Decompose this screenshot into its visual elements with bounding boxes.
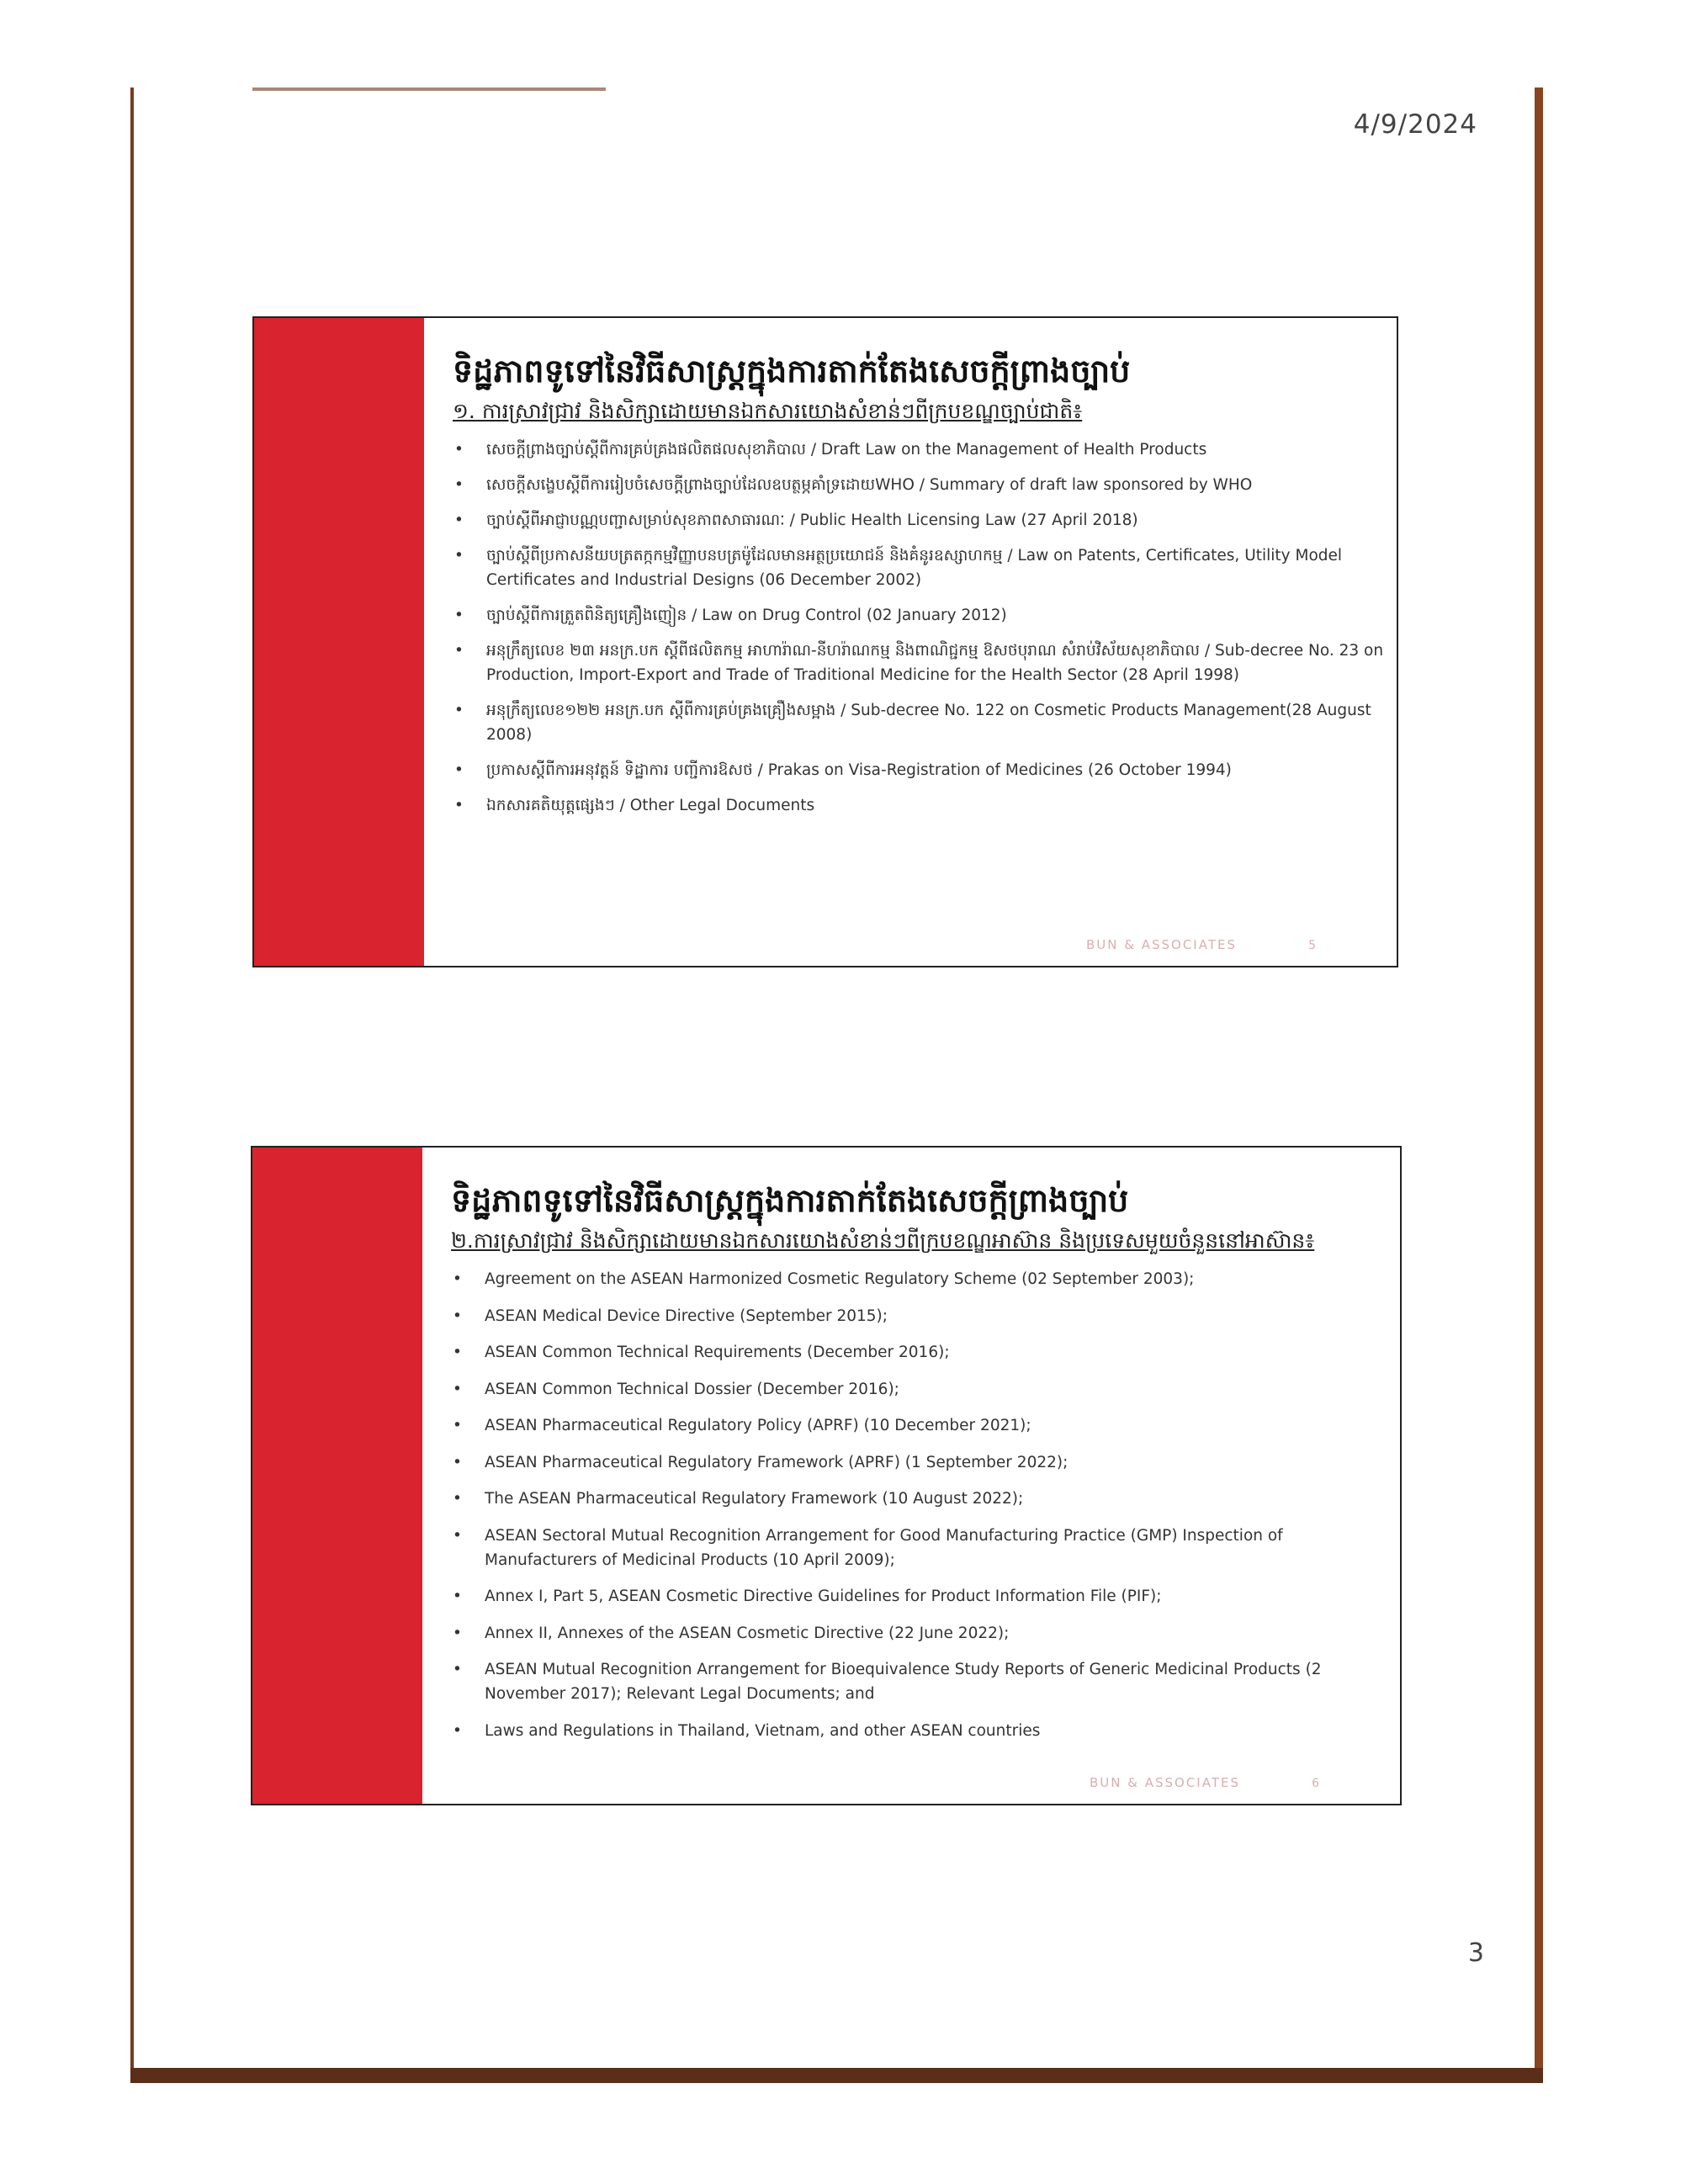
slide-1-accent-bar: [254, 318, 424, 966]
print-date: 4/9/2024: [1353, 109, 1477, 140]
list-item: • Annex I, Part 5, ASEAN Cosmetic Directive Guidelines for Product Information File (PIF);: [451, 1584, 1388, 1609]
list-item: • The ASEAN Pharmaceutical Regulatory Framework (10 August 2022);: [451, 1487, 1388, 1511]
slide-1-subtitle: ១. ការស្រាវជ្រាវ និងសិក្សាដោយមានឯកសារយោងសំខាន់ៗពីក្របខណ្ឌច្បាប់ជាតិ៖: [453, 399, 1083, 423]
list-item: • Laws and Regulations in Thailand, Vietnam, and other ASEAN countries: [451, 1719, 1388, 1743]
list-item: • ASEAN Common Technical Dossier (December 2016);: [451, 1377, 1388, 1402]
paper-edge-left: [130, 87, 134, 2073]
list-item: • ASEAN Mutual Recognition Arrangement for Bioequivalence Study Reports of Generic Medicinal Products (2 November 2017); Relevant Legal Documents; and: [451, 1657, 1388, 1706]
list-item: • ASEAN Pharmaceutical Regulatory Policy (APRF) (10 December 2021);: [451, 1413, 1388, 1438]
list-item: • សេចក្ដីព្រាងច្បាប់ស្ដីពីការគ្រប់គ្រងផលិតផលសុខាភិបាល / Draft Law on the Management of Health Products: [453, 437, 1385, 462]
list-item: • ច្បាប់ស្ដីពីប្រកាសនីយបត្រតក្កកម្មវិញ្ញាបនបត្រម៉ូដែលមានអត្ថប្រយោជន៍ និងគំនូរឧស្សាហកម្ម / Law on Patents, Certificates, Utility Model Certificates and Industrial Designs (06 December 2002): [453, 543, 1385, 592]
slide-1-footer-number: 5: [1308, 939, 1316, 952]
list-item: • ASEAN Pharmaceutical Regulatory Framework (APRF) (1 September 2022);: [451, 1450, 1388, 1475]
slide-1-title: ទិដ្ឋភាពទូទៅនៃវិធីសាស្ត្រក្នុងការតាក់តែងសេចក្ដីព្រាងច្បាប់: [453, 352, 1131, 390]
list-item: • ច្បាប់ស្ដីពីការត្រួតពិនិត្យគ្រឿងញៀន / Law on Drug Control (02 January 2012): [453, 603, 1385, 628]
slide-1-footer-brand: BUN & ASSOCIATES: [1086, 937, 1237, 952]
slide-1-list: [453, 437, 1385, 818]
slide-2-footer-brand: BUN & ASSOCIATES: [1090, 1775, 1240, 1790]
paper-edge-bottom: [130, 2068, 1543, 2083]
paper-edge-right: [1535, 87, 1543, 2073]
list-item: • ច្បាប់ស្ដីពីអាជ្ញាបណ្ណបញ្ជាសម្រាប់សុខភាពសាធារណៈ / Public Health Licensing Law (27 April 2018): [453, 508, 1385, 533]
slide-2-footer-number: 6: [1312, 1777, 1319, 1790]
list-item: • អនុក្រឹត្យលេខ ២៣ អនក្រ.បក ស្ដីពីផលិតកម្ម អាហារ៉ាណ-នីហរ៉ាណកម្ម និងពាណិជ្ជកម្ម ឱសថបុរាណ សំរាប់វិស័យសុខាភិបាល / Sub-decree No. 23 on Production, Import-Export and Trade of Traditional Medicine for the Health Sector (28 April 1998): [453, 639, 1385, 687]
list-item: • អនុក្រឹត្យលេខ១២២ អនក្រ.បក ស្ដីពីការគ្រប់គ្រងគ្រឿងសម្អាង / Sub-decree No. 122 on Cosmetic Products Management(28 August 2008): [453, 698, 1385, 747]
slide-2: [251, 1146, 1402, 1805]
slide-2-list: [451, 1267, 1388, 1743]
slide-2-title: ទិដ្ឋភាពទូទៅនៃវិធីសាស្ត្រក្នុងការតាក់តែងសេចក្ដីព្រាងច្បាប់: [451, 1181, 1129, 1219]
list-item: • ASEAN Common Technical Requirements (December 2016);: [451, 1340, 1388, 1365]
list-item: • សេចក្ដីសង្ខេបស្ដីពីការរៀបចំសេចក្ដីព្រាងច្បាប់ដែលឧបត្ថម្ភគាំទ្រដោយWHO / Summary of draft law sponsored by WHO: [453, 473, 1385, 497]
list-item: • ប្រកាសស្ដីពីការអនុវត្តន៍ ទិដ្ឋាការ បញ្ជីការឱសថ / Prakas on Visa-Registration of Medicines (26 October 1994): [453, 758, 1385, 782]
list-item: • ASEAN Sectoral Mutual Recognition Arrangement for Good Manufacturing Practice (GMP) Inspection of Manufacturers of Medicinal Products (10 April 2009);: [451, 1524, 1388, 1572]
slide-2-content: [451, 1179, 1388, 1804]
list-item: • ឯកសារគតិយុត្តផ្សេងៗ / Other Legal Documents: [453, 793, 1385, 818]
list-item: • ASEAN Medical Device Directive (September 2015);: [451, 1304, 1388, 1328]
list-item: • Annex II, Annexes of the ASEAN Cosmetic Directive (22 June 2022);: [451, 1621, 1388, 1646]
slide-1-content: [453, 350, 1385, 966]
page-number: 3: [1467, 1938, 1484, 1968]
slide-1: [252, 316, 1398, 967]
slide-2-subtitle: ២.ការស្រាវជ្រាវ និងសិក្សាដោយមានឯកសារយោងសំខាន់ៗពីក្របខណ្ឌអាស៊ាន និងប្រទេសមួយចំនួននៅអាស៊ាន៖: [451, 1228, 1315, 1253]
list-item: • Agreement on the ASEAN Harmonized Cosmetic Regulatory Scheme (02 September 2003);: [451, 1267, 1388, 1291]
slide-2-accent-bar: [252, 1148, 422, 1804]
paper-edge-top: [252, 87, 606, 91]
